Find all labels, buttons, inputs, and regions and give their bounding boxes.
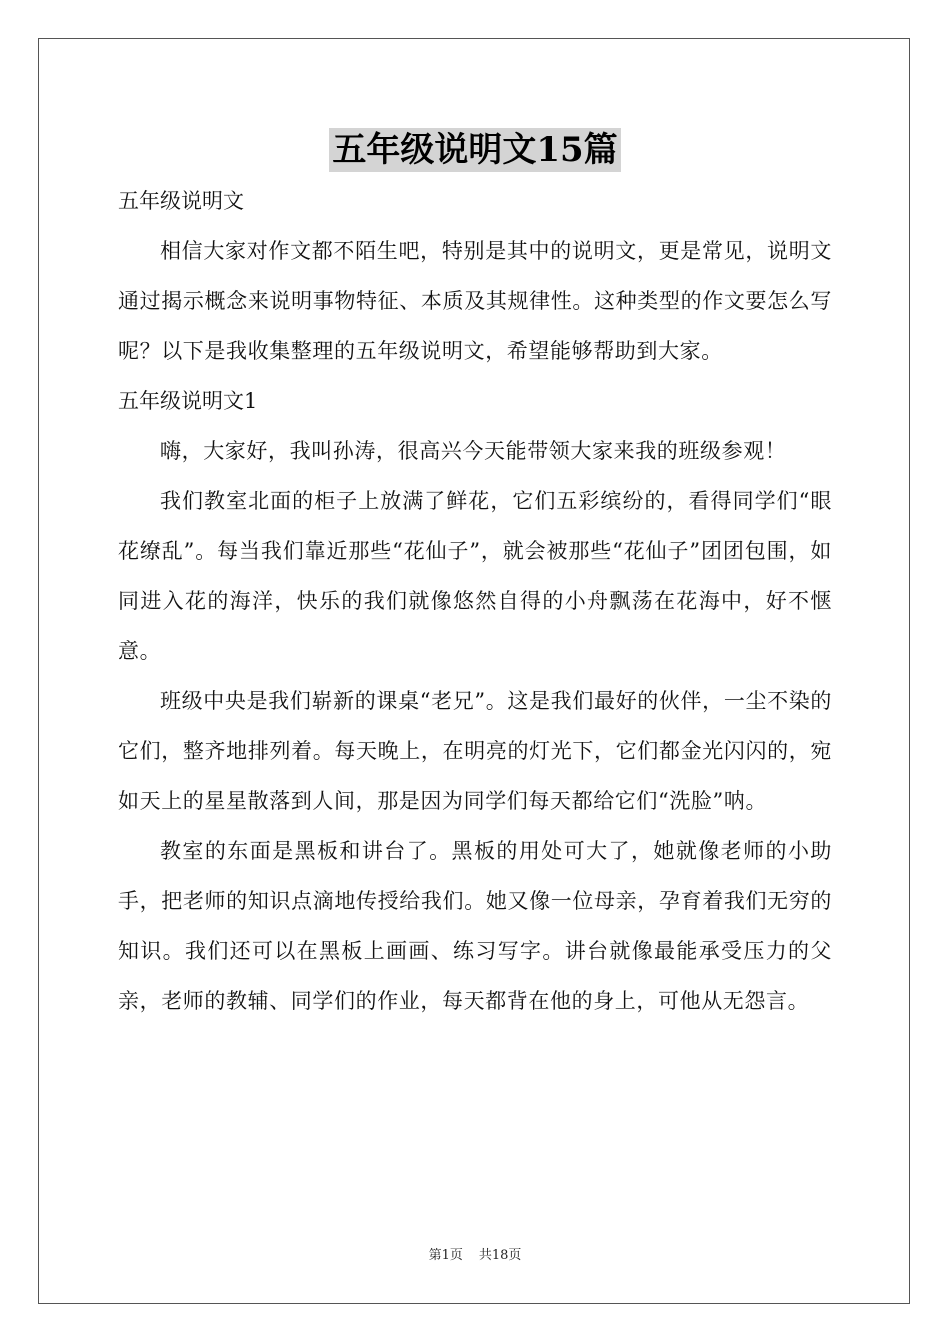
body-paragraph: 班级中央是我们崭新的课桌“老兄”。这是我们最好的伙伴，一尘不染的它们，整齐地排列着。每天晚上，在明亮的灯光下，它们都金光闪闪的，宛如天上的星星散落到人间，那是因为同学们每天都给它们“洗脸”呐。 bbox=[118, 689, 832, 813]
body-paragraph: 嗨，大家好，我叫孙涛，很高兴今天能带领大家来我的班级参观！ bbox=[160, 439, 787, 463]
document-title: 五年级说明文15篇 bbox=[329, 128, 620, 172]
body-paragraph: 教室的东面是黑板和讲台了。黑板的用处可大了，她就像老师的小助手，把老师的知识点滴地传授给我们。她又像一位母亲，孕育着我们无穷的知识。我们还可以在黑板上画画、练习写字。讲台就像最能承受压力的父亲，老师的教辅、同学们的作业，每天都背在他的身上，可他从无怨言。 bbox=[118, 839, 832, 1013]
body-paragraph: 我们教室北面的柜子上放满了鲜花，它们五彩缤纷的，看得同学们“眼花缭乱”。每当我们靠近那些“花仙子”，就会被那些“花仙子”团团包围，如同进入花的海洋，快乐的我们就像悠然自得的小舟飘荡在花海中，好不惬意。 bbox=[118, 489, 832, 663]
page-footer bbox=[0, 1247, 950, 1265]
intro-paragraph: 相信大家对作文都不陌生吧，特别是其中的说明文，更是常见，说明文通过揭示概念来说明事物特征、本质及其规律性。这种类型的作文要怎么写呢？以下是我收集整理的五年级说明文，希望能够帮助到大家。 bbox=[118, 239, 832, 363]
section-heading: 五年级说明文1 bbox=[118, 389, 258, 413]
title-container bbox=[0, 128, 950, 172]
page-number: 第1页 bbox=[428, 1248, 463, 1263]
intro-heading: 五年级说明文 bbox=[118, 189, 244, 213]
page-total: 共18页 bbox=[478, 1248, 522, 1263]
document-body bbox=[118, 176, 832, 1026]
